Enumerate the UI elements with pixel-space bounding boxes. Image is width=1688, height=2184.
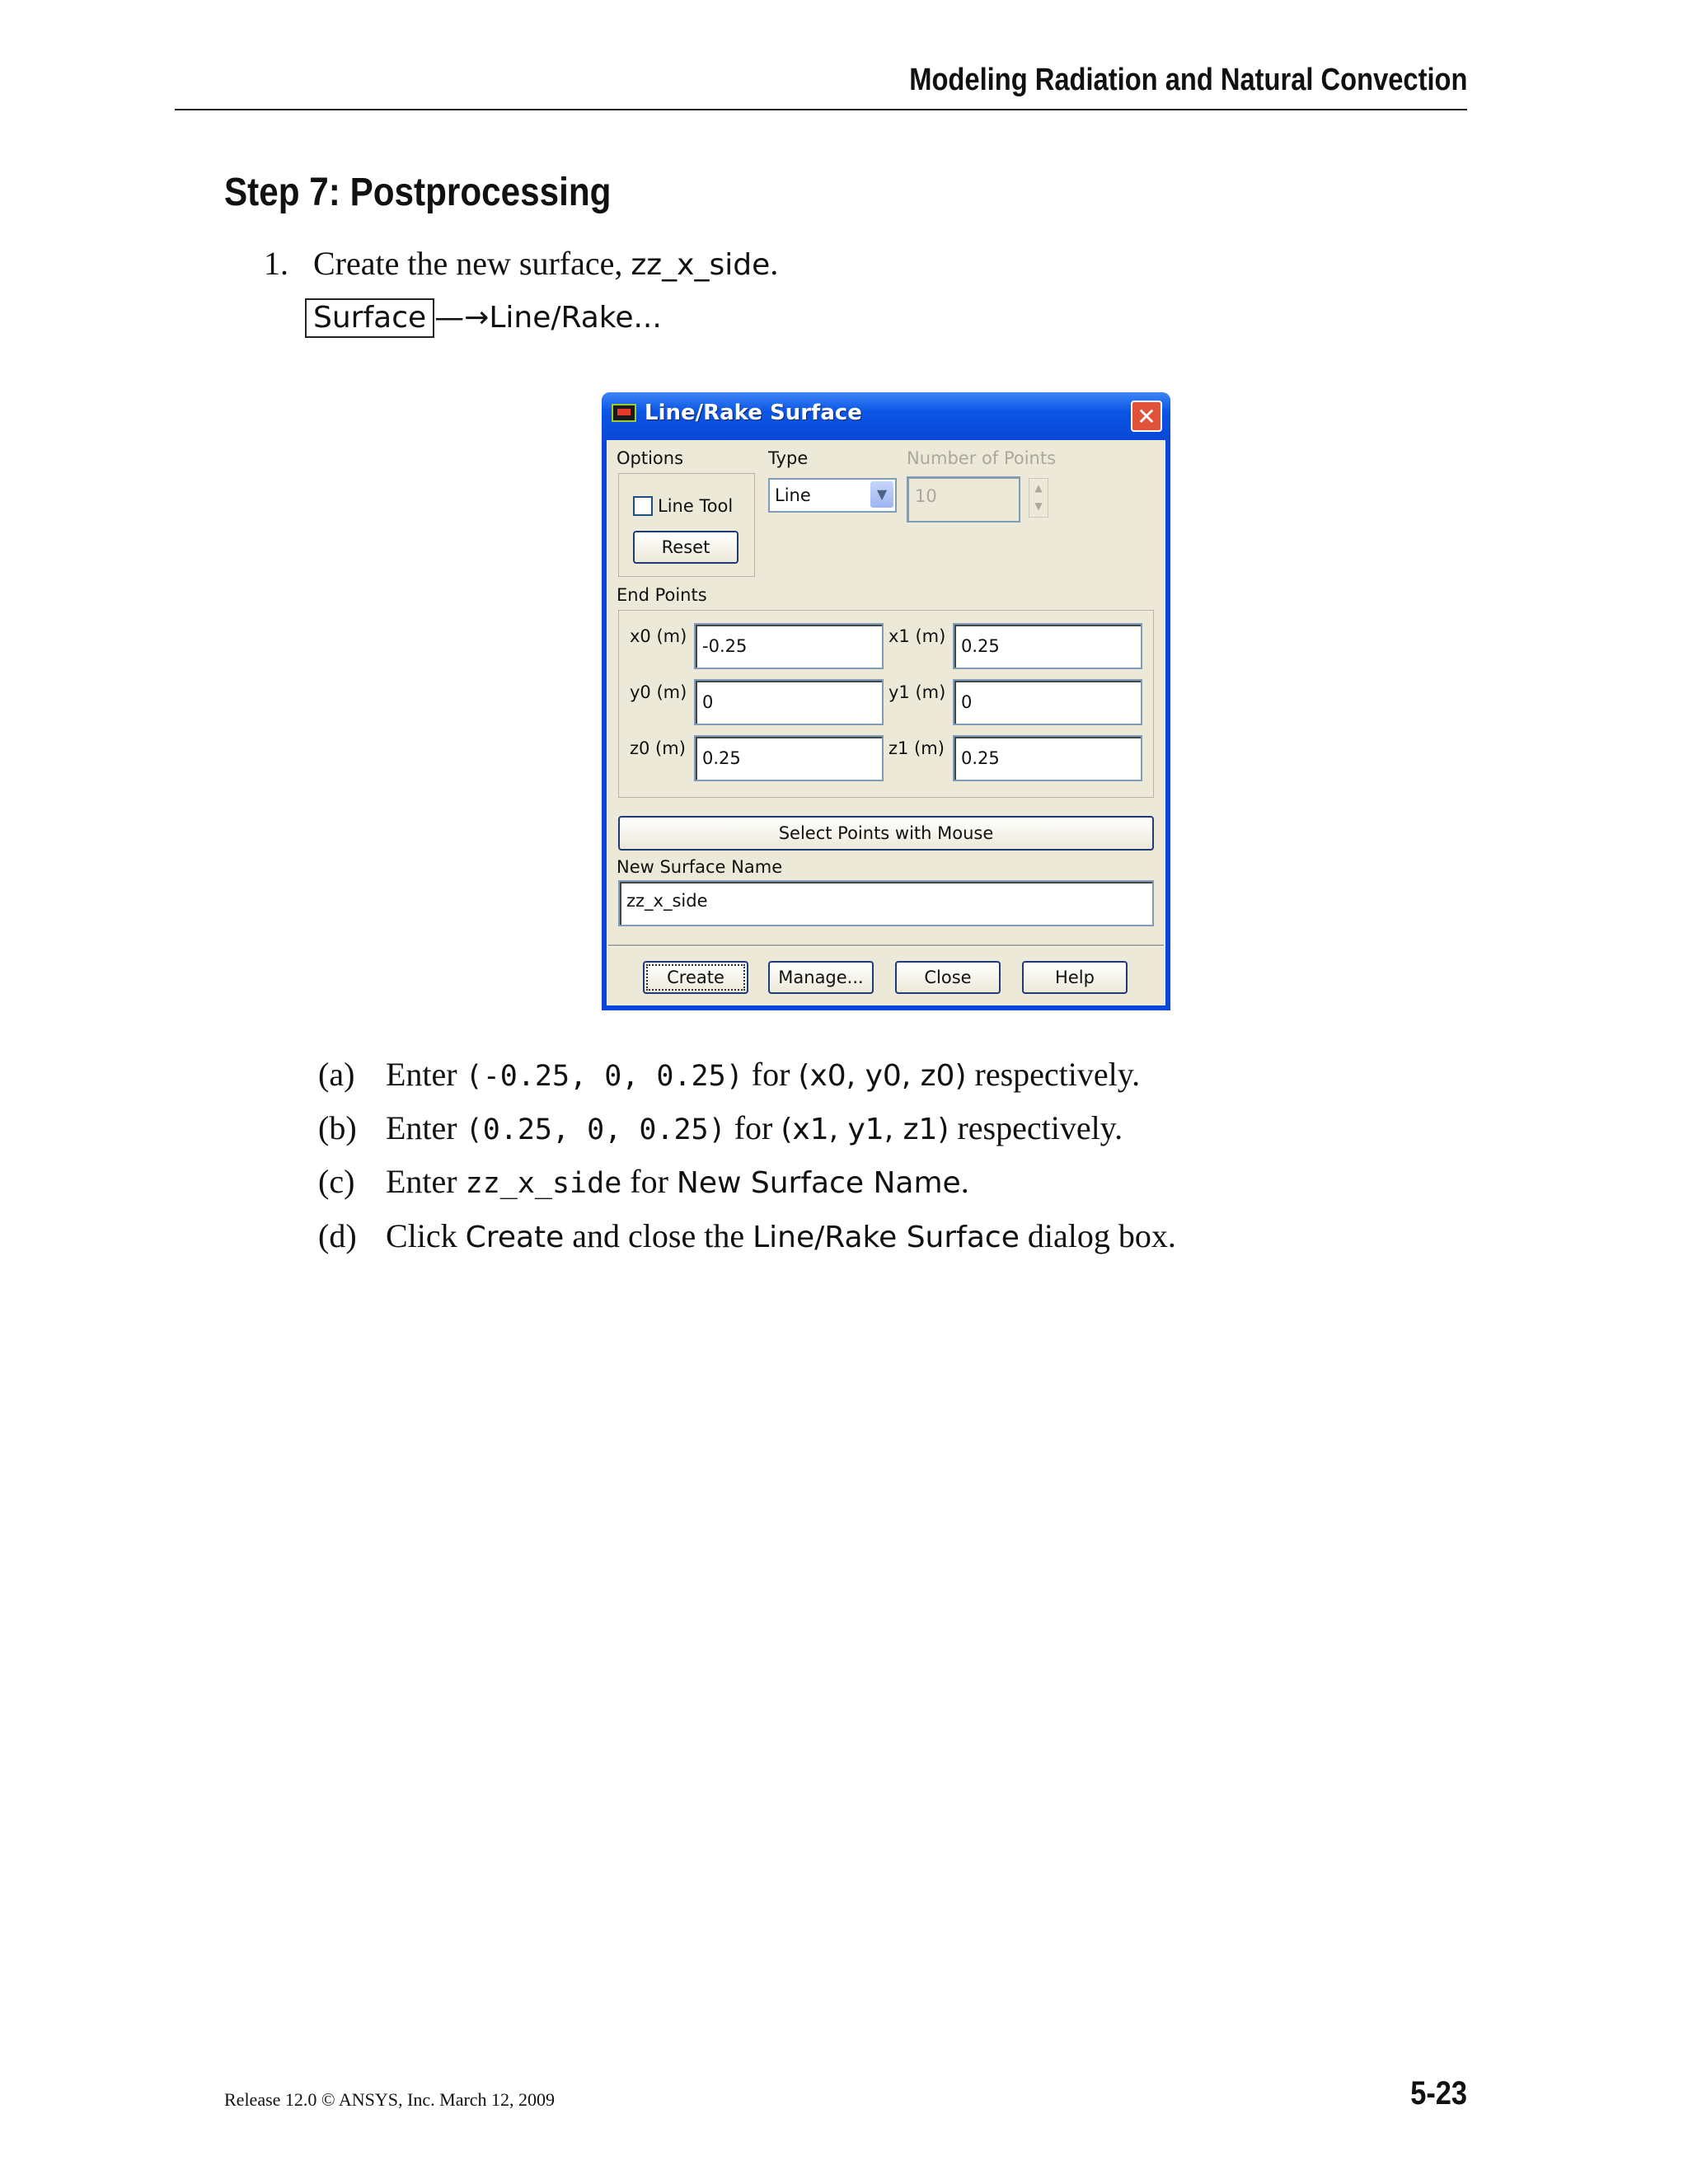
line-tool-label: Line Tool: [658, 496, 734, 516]
substep-code: zz_x_side: [465, 1167, 622, 1200]
substep-sf: Create: [465, 1221, 565, 1254]
menu-item-line-rake: Line/Rake...: [489, 301, 662, 335]
running-header: [175, 59, 1467, 110]
number-of-points-field[interactable]: 10: [907, 476, 1020, 523]
x0-field[interactable]: -0.25: [694, 623, 884, 669]
surface-name-ref: zz_x_side: [631, 248, 771, 282]
substep-sf: (x1, y1, z1): [781, 1113, 950, 1146]
chevron-down-icon[interactable]: ▼: [870, 481, 893, 508]
footer-release: Release 12.0 © ANSYS, Inc. March 12, 2009: [224, 2089, 556, 2110]
y1-field[interactable]: 0: [953, 679, 1142, 725]
close-icon[interactable]: ✕: [1131, 401, 1162, 432]
step-1-number: 1.: [264, 245, 288, 282]
z0-label: z0 (m): [630, 738, 686, 758]
x0-label: x0 (m): [630, 626, 687, 646]
y0-field[interactable]: 0: [694, 679, 884, 725]
type-label: Type: [768, 448, 809, 468]
substep-label: (b): [318, 1109, 357, 1146]
running-title: Modeling Radiation and Natural Convection: [908, 63, 1467, 97]
new-surface-name-label: New Surface Name: [617, 857, 783, 877]
menu-surface: Surface: [305, 298, 434, 338]
options-label: Options: [617, 448, 684, 468]
substep-label: (d): [318, 1217, 357, 1254]
y0-label: y0 (m): [630, 682, 687, 702]
substep-text: for: [734, 1109, 773, 1146]
substep-text: Enter: [386, 1109, 457, 1146]
substep-code: (0.25, 0, 0.25): [465, 1113, 726, 1146]
substep-sf: (x0, y0, z0): [798, 1059, 967, 1093]
substep-label: (a): [318, 1056, 355, 1093]
substep-text: for: [751, 1056, 790, 1093]
substep-sf: Line/Rake Surface: [753, 1221, 1020, 1254]
substep-d: [318, 1216, 1176, 1255]
substep-text: Click: [386, 1217, 457, 1254]
type-select[interactable]: [768, 478, 897, 513]
x1-label: x1 (m): [889, 626, 946, 646]
reset-button[interactable]: Reset: [633, 531, 738, 564]
menu-arrow: —→: [434, 301, 490, 335]
substep-c: [318, 1162, 969, 1201]
substep-text: respectively.: [974, 1056, 1141, 1093]
y1-label: y1 (m): [889, 682, 946, 702]
close-button[interactable]: Close: [895, 961, 1001, 994]
substep-code: (-0.25, 0, 0.25): [465, 1060, 743, 1093]
select-points-with-mouse-button[interactable]: Select Points with Mouse: [618, 816, 1154, 851]
new-surface-name-field[interactable]: zz_x_side: [618, 880, 1154, 926]
section-title: Step 7: Postprocessing: [224, 171, 612, 214]
dialog-titlebar: [602, 392, 1170, 440]
step-1-suffix: .: [770, 245, 779, 282]
line-tool-checkbox[interactable]: [633, 496, 653, 516]
substep-text: Enter: [386, 1163, 457, 1200]
button-row-separator: [608, 944, 1164, 947]
z1-field[interactable]: 0.25: [953, 735, 1142, 781]
substep-text: dialog box.: [1027, 1217, 1176, 1254]
substep-text: respectively.: [957, 1109, 1123, 1146]
dialog-title: Line/Rake Surface: [645, 401, 862, 425]
step-1-text: [264, 244, 778, 283]
substep-b: [318, 1108, 1123, 1147]
line-rake-surface-dialog: [602, 392, 1170, 1010]
help-button[interactable]: Help: [1022, 961, 1128, 994]
page-number: 5-23: [1410, 2075, 1467, 2111]
z0-field[interactable]: 0.25: [694, 735, 884, 781]
create-button[interactable]: Create: [643, 961, 748, 994]
substep-sf: New Surface Name: [676, 1166, 961, 1200]
z1-label: z1 (m): [889, 738, 945, 758]
number-of-points-label: Number of Points: [907, 448, 1057, 468]
spin-arrows-icon[interactable]: ▲ ▼: [1029, 478, 1048, 518]
step-1-prefix: Create the new surface,: [313, 245, 623, 282]
substep-text: and close the: [572, 1217, 745, 1254]
app-icon: [612, 404, 636, 422]
dialog-client: [607, 440, 1165, 1005]
substep-text: Enter: [386, 1056, 457, 1093]
menu-path: [305, 298, 662, 338]
x1-field[interactable]: 0.25: [953, 623, 1142, 669]
manage-button[interactable]: Manage...: [768, 961, 874, 994]
end-points-label: End Points: [617, 585, 707, 605]
substep-text: for: [630, 1163, 668, 1200]
substep-label: (c): [318, 1163, 355, 1200]
substep-a: [318, 1055, 1140, 1094]
type-select-value: Line: [775, 485, 811, 505]
substep-text: .: [960, 1163, 969, 1200]
